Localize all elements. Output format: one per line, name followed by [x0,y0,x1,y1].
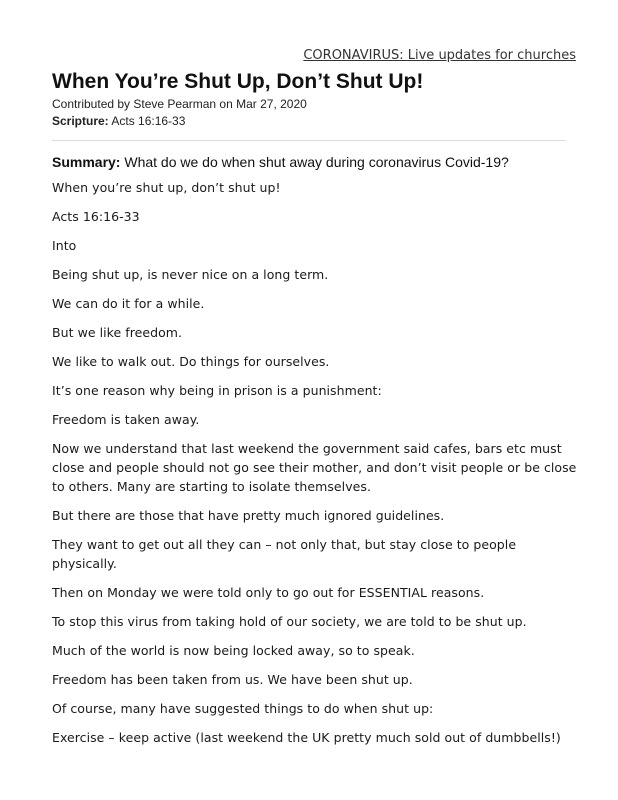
body-paragraph: But there are those that have pretty much ignored guidelines. [52,508,445,523]
body-paragraph: Being shut up, is never nice on a long term. [52,267,329,282]
body-paragraph: Freedom is taken away. [52,412,200,427]
sermon-title: When You’re Shut Up, Don’t Shut Up! [52,70,424,93]
body-paragraph: Freedom has been taken from us. We have been shut up. [52,672,413,687]
body-paragraph: Then on Monday we were told only to go out for ESSENTIAL reasons. [52,585,485,600]
body-paragraph: To stop this virus from taking hold of our society, we are told to be shut up. [52,614,527,629]
body-paragraph: Of course, many have suggested things to do when shut up: [52,701,434,716]
summary-label: Summary: [52,154,121,170]
body-paragraph: We can do it for a while. [52,296,205,311]
body-paragraph: Exercise – keep active (last weekend the UK pretty much sold out of dumbbells!) [52,730,561,745]
body-paragraph: They want to get out all they can – not only that, but stay close to people physically. [52,537,517,571]
summary [52,153,582,171]
sermon-body [52,178,582,747]
body-paragraph: Now we understand that last weekend the government said cafes, bars etc must close and people should not go see their mother, and don’t visit people or be close to others. Many are starting to isolate themselves. [52,441,577,494]
coronavirus-updates-link[interactable]: CORONAVIRUS: Live updates for churches [303,48,576,63]
header-divider [52,140,566,141]
scripture-value: Acts 16:16-33 [111,114,186,128]
sermon-page [52,48,582,757]
body-paragraph: Acts 16:16-33 [52,209,140,224]
scripture-line [52,113,582,130]
body-paragraph: Into [52,238,77,253]
scripture-label: Scripture: [52,114,109,128]
body-paragraph: It’s one reason why being in prison is a punishment: [52,383,382,398]
body-paragraph: Much of the world is now being locked away, so to speak. [52,643,415,658]
body-paragraph: When you’re shut up, don’t shut up! [52,180,281,195]
body-paragraph: We like to walk out. Do things for ourselves. [52,354,330,369]
body-paragraph: But we like freedom. [52,325,183,340]
contributor-line: Contributed by Steve Pearman on Mar 27, 2020 [52,97,307,111]
summary-text: What do we do when shut away during coronavirus Covid-19? [124,154,509,170]
